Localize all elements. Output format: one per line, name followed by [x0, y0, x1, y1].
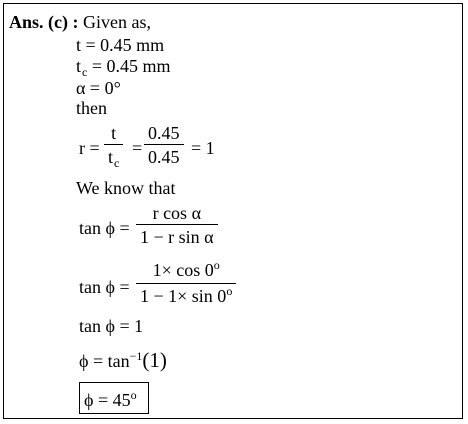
- given-tc-symbol: t: [76, 56, 82, 76]
- formula2-numerator: [136, 260, 236, 284]
- ratio-equals: =: [132, 138, 143, 158]
- formula2-den-degree: o: [226, 284, 233, 298]
- formula2-num-degree: o: [213, 258, 220, 272]
- formula2-denominator: [136, 284, 236, 309]
- ratio-f1-denominator: [104, 145, 123, 170]
- formula1-fraction: [136, 203, 218, 248]
- ratio-f1-numerator: t: [104, 123, 123, 145]
- ratio-f2-denominator: 0.45: [148, 147, 180, 167]
- given-tc-subscript: c: [82, 65, 88, 79]
- formula2-den-text: 1 − 1× sin 0: [140, 286, 227, 306]
- given-alpha: α = 0°: [76, 78, 121, 98]
- final-answer-degree: o: [130, 388, 137, 402]
- step4: [79, 350, 167, 373]
- solution-box: [3, 3, 463, 419]
- ratio-f2-numerator: 0.45: [144, 123, 184, 145]
- ratio-f1-den-subscript: c: [114, 156, 120, 170]
- step4-superscript: −1: [129, 349, 143, 363]
- formula1-lhs: tan ϕ =: [79, 218, 130, 238]
- answer-line: [9, 12, 151, 32]
- formula1-denominator: 1 − r sin α: [140, 227, 214, 247]
- ratio-f1-den-symbol: t: [108, 147, 114, 167]
- given-tc-value: = 0.45 mm: [87, 56, 171, 76]
- final-answer-text: ϕ = 45: [84, 390, 131, 410]
- given-tc: [76, 56, 171, 78]
- formula2-num-text: 1× cos 0: [152, 260, 214, 280]
- ratio-fraction-1: [104, 123, 123, 170]
- formula2-lhs: tan ϕ =: [79, 277, 130, 297]
- then-text: then: [76, 98, 107, 118]
- ratio-fraction-2: [144, 123, 184, 168]
- formula2-fraction: [136, 260, 236, 309]
- formula1-numerator: r cos α: [136, 203, 218, 225]
- step3: tan ϕ = 1: [79, 316, 144, 336]
- answer-label: Ans. (c) :: [9, 12, 79, 32]
- given-t: t = 0.45 mm: [76, 35, 165, 55]
- ratio-lhs: r =: [79, 138, 100, 158]
- answer-intro: Given as,: [83, 12, 151, 32]
- step4-text: ϕ = tan: [79, 351, 130, 371]
- we-know-text: We know that: [76, 178, 176, 198]
- step4-argument: (1): [142, 348, 167, 372]
- ratio-result: = 1: [191, 138, 215, 158]
- final-answer: [84, 390, 137, 412]
